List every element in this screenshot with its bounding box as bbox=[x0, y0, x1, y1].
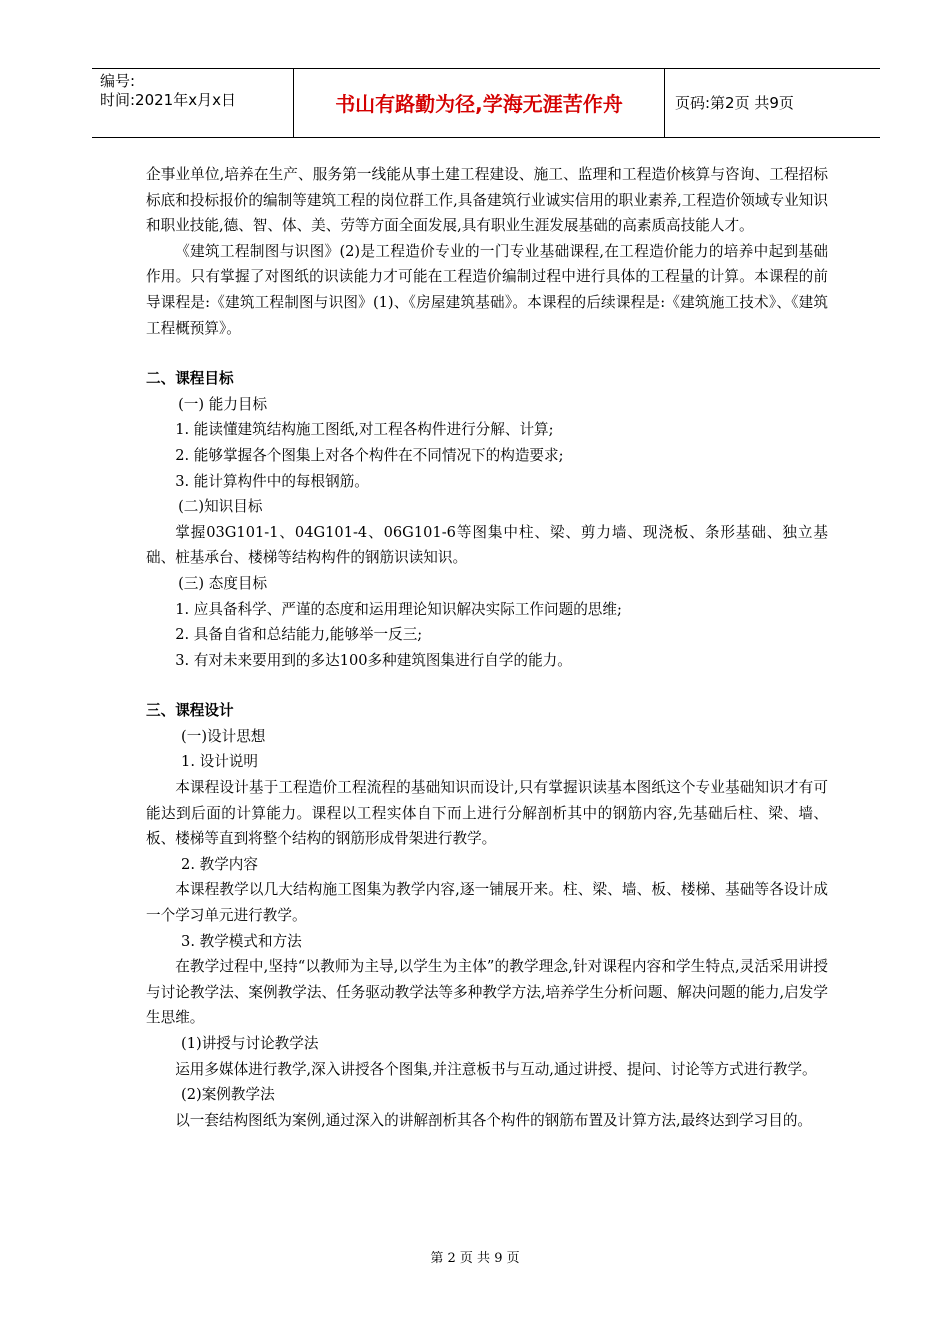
paragraph-training-goal: 企事业单位,培养在生产、服务第一线能从事土建工程建设、施工、监理和工程造价核算与咨询、工程招标标底和投标报价的编制等建筑工程的岗位群工作,具备建筑行业诚实信用的职业素养,工程造价领域专业知识和职业技能,德、智、体、美、劳等方面全面发展,具有职业生涯发展基础的高素质高技能人才。 bbox=[146, 166, 828, 235]
list-item: 3. 能计算构件中的每根钢筋。 bbox=[175, 472, 369, 490]
page-header bbox=[92, 68, 880, 138]
document-number-label: 编号: bbox=[100, 72, 136, 90]
subheading-attitude-objectives: (三) 态度目标 bbox=[178, 574, 268, 592]
list-item: 3. 有对未来要用到的多达100多种建筑图集进行自学的能力。 bbox=[175, 651, 572, 669]
subheading-case-method: (2)案例教学法 bbox=[181, 1086, 275, 1104]
document-date-label: 时间:2021年x月x日 bbox=[100, 91, 236, 109]
subheading-design-description: 1. 设计说明 bbox=[181, 753, 258, 771]
paragraph-knowledge: 掌握03G101-1、04G101-4、06G101-6等图集中柱、梁、剪力墙、现浇板、条形基础、独立基础、桩基承台、楼梯等结构构件的钢筋识读知识。 bbox=[146, 523, 828, 567]
list-item: 2. 能够掌握各个图集上对各个构件在不同情况下的构造要求; bbox=[175, 446, 564, 464]
subheading-lecture-discussion: (1)讲授与讨论教学法 bbox=[181, 1035, 319, 1052]
subheading-teaching-content: 2. 教学内容 bbox=[181, 855, 258, 873]
subheading-teaching-methods: 3. 教学模式和方法 bbox=[181, 932, 302, 950]
header-motto: 书山有路勤为径,学海无涯苦作舟 bbox=[335, 92, 623, 116]
header-page-number: 页码:第2页 共9页 bbox=[675, 94, 794, 112]
paragraph-case-method: 以一套结构图纸为案例,通过深入的讲解剖析其各个构件的钢筋布置及计算方法,最终达到学习目的。 bbox=[175, 1111, 813, 1129]
list-item: 2. 具备自省和总结能力,能够举一反三; bbox=[175, 626, 423, 644]
list-item: 1. 应具备科学、严谨的态度和运用理论知识解决实际工作问题的思维; bbox=[175, 600, 622, 618]
list-item: 1. 能读懂建筑结构施工图纸,对工程各构件进行分解、计算; bbox=[175, 421, 554, 439]
paragraph-course-position: 《建筑工程制图与识图》(2)是工程造价专业的一门专业基础课程,在工程造价能力的培养中起到基础作用。只有掌握了对图纸的识读能力才可能在工程造价编制过程中进行具体的工程量的计算。本课程的前导课程是:《建筑工程制图与识图》(1)、《房屋建筑基础》。本课程的后续课程是:《建筑施工技术》、《建筑工程概预算》。 bbox=[146, 242, 828, 337]
paragraph-design-description: 本课程设计基于工程造价工程流程的基础知识而设计,只有掌握识读基本图纸这个专业基础知识才有可能达到后面的计算能力。课程以工程实体自下而上进行分解剖析其中的钢筋内容,先基础后柱、梁、墙、板、楼梯等直到将整个结构的钢筋形成骨架进行教学。 bbox=[146, 779, 828, 848]
section-heading-course-design: 三、课程设计 bbox=[146, 702, 234, 720]
header-page-cell bbox=[665, 69, 880, 137]
paragraph-teaching-methods: 在教学过程中,坚持“以教师为主导,以学生为主体”的教学理念,针对课程内容和学生特点,灵活采用讲授与讨论教学法、案例教学法、任务驱动教学法等多种教学方法,培养学生分析问题、解决问题的能力,启发学生思维。 bbox=[146, 958, 828, 1027]
section-heading-course-objectives: 二、课程目标 bbox=[146, 370, 234, 388]
paragraph-lecture-discussion: 运用多媒体进行教学,深入讲授各个图集,并注意板书与互动,通过讲授、提问、讨论等方式进行教学。 bbox=[175, 1060, 817, 1078]
subheading-design-idea: (一)设计思想 bbox=[181, 727, 266, 745]
paragraph-teaching-content: 本课程教学以几大结构施工图集为教学内容,逐一铺展开来。柱、梁、墙、板、楼梯、基础等各设计成一个学习单元进行教学。 bbox=[146, 881, 828, 925]
page-footer: 第 2 页 共 9 页 bbox=[430, 1251, 520, 1266]
document-body bbox=[146, 162, 828, 1133]
header-meta-cell bbox=[92, 69, 294, 137]
header-motto-cell bbox=[294, 69, 665, 137]
subheading-knowledge-objectives: (二)知识目标 bbox=[178, 498, 263, 516]
subheading-ability-objectives: (一) 能力目标 bbox=[178, 395, 268, 413]
